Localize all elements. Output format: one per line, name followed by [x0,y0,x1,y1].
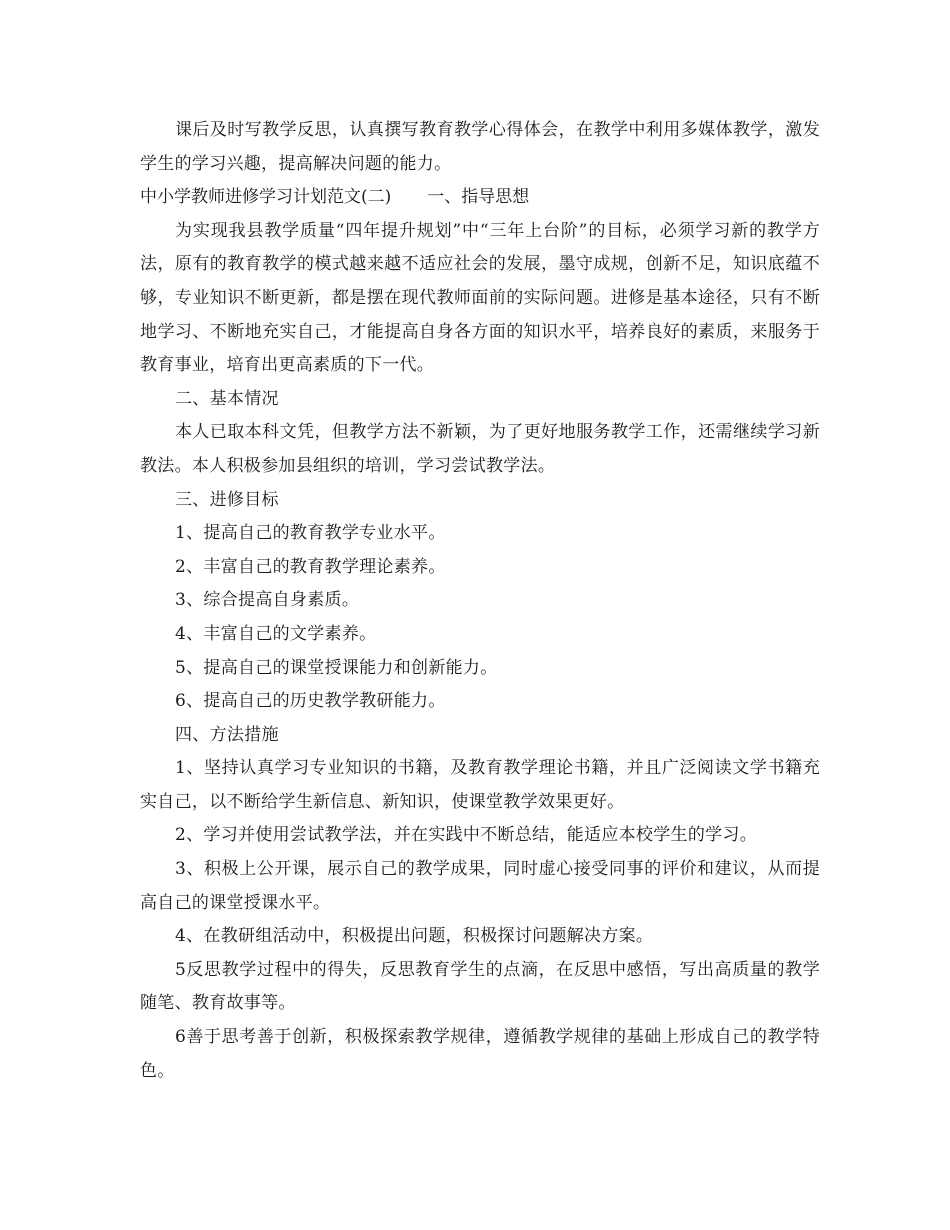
measure-item: 5反思教学过程中的得失，反思教育学生的点滴，在反思中感悟，写出高质量的教学随笔、教育故事等。 [140,959,820,1014]
goal-item: 5、提高自己的课堂授课能力和创新能力。 [175,657,498,678]
section-heading-basic-situation: 二、基本情况 [175,388,279,409]
intro-paragraph: 课后及时写教学反思，认真撰写教育教学心得体会，在教学中利用多媒体教学，激发学生的学习兴趣，提高解决问题的能力。 [140,120,820,174]
measure-item: 4、在教研组活动中，积极提出问题，积极探讨问题解决方案。 [175,926,654,947]
goal-item: 2、丰富自己的教育教学理论素养。 [175,556,446,577]
section-heading-goals: 三、进修目标 [175,489,279,510]
measure-item: 1、坚持认真学习专业知识的书籍，及教育教学理论书籍，并且广泛阅读文学书籍充实自己，以不断给学生新信息、新知识，使课堂教学效果更好。 [140,758,820,812]
section-heading-guiding-ideology: 一、指导思想 [427,187,530,208]
goal-item: 4、丰富自己的文学素养。 [175,623,377,644]
plan-title-line [140,181,820,215]
section1-paragraph: 为实现我县教学质量“四年提升规划”中“三年上台阶”的目标，必须学习新的教学方法，原有的教育教学的模式越来越不适应社会的发展，墨守成规，创新不足，知识底蕴不够，专业知识不断更新，都是摆在现代教师面前的实际问题。进修是基本途径，只有不断地学习、不断地充实自己，才能提高自身各方面的知识水平，培养良好的素质，来服务于教育事业，培育出更高素质的下一代。 [140,220,820,376]
plan-title: 中小学教师进修学习计划范文(二) [140,187,392,208]
measure-item: 2、学习并使用尝试教学法，并在实践中不断总结，能适应本校学生的学习。 [175,825,758,846]
measure-item: 6善于思考善于创新，积极探索教学规律，遵循教学规律的基础上形成自己的教学特色。 [140,1027,820,1081]
measure-item: 3、积极上公开课，展示自己的教学成果，同时虚心接受同事的评价和建议，从而提高自己的课堂授课水平。 [140,859,820,913]
section-heading-measures: 四、方法措施 [175,724,279,745]
goal-item: 6、提高自己的历史教学教研能力。 [175,691,446,712]
goal-item: 1、提高自己的教育教学专业水平。 [175,523,446,544]
section2-paragraph: 本人已取本科文凭，但教学方法不新颖，为了更好地服务教学工作，还需继续学习新教法。本人积极参加县组织的培训，学习尝试教学法。 [140,422,820,476]
goal-item: 3、综合提高自身素质。 [175,590,360,611]
document-body [140,114,820,1088]
